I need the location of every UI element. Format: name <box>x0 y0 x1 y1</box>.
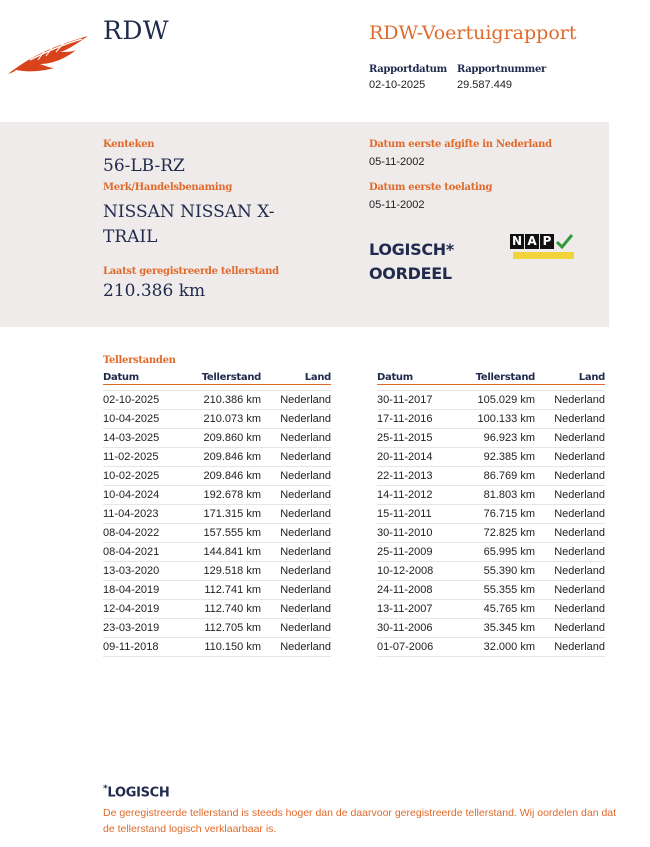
cell-land: Nederland <box>535 581 605 600</box>
report-title: RDW-Voertuigrapport <box>369 22 577 44</box>
cell-tellerstand: 112.741 km <box>181 581 261 600</box>
cell-tellerstand: 55.355 km <box>455 581 535 600</box>
cell-land: Nederland <box>535 600 605 619</box>
oordeel-block <box>369 238 454 286</box>
cell-datum: 17-11-2016 <box>377 410 455 429</box>
table-row <box>377 410 605 429</box>
cell-datum: 18-04-2019 <box>103 581 181 600</box>
cell-datum: 14-03-2025 <box>103 429 181 448</box>
cell-land: Nederland <box>261 581 331 600</box>
table-row <box>103 391 331 410</box>
merk-label: Merk/Handelsbenaming <box>103 182 233 193</box>
cell-datum: 23-03-2019 <box>103 619 181 638</box>
table-row <box>103 410 331 429</box>
table-row <box>103 562 331 581</box>
cell-land: Nederland <box>535 391 605 410</box>
cell-datum: 15-11-2011 <box>377 505 455 524</box>
cell-land: Nederland <box>261 638 331 657</box>
col-header-datum: Datum <box>103 372 181 385</box>
toelating-value: 05-11-2002 <box>369 199 425 211</box>
oordeel-line1: LOGISCH* <box>369 240 454 259</box>
cell-tellerstand: 55.390 km <box>455 562 535 581</box>
cell-tellerstand: 81.803 km <box>455 486 535 505</box>
nap-letter-p: P <box>540 234 554 249</box>
cell-datum: 01-07-2006 <box>377 638 455 657</box>
cell-land: Nederland <box>535 486 605 505</box>
cell-land: Nederland <box>535 429 605 448</box>
table-row <box>103 638 331 657</box>
nap-yellow-bar <box>513 252 574 259</box>
table-row <box>103 505 331 524</box>
cell-tellerstand: 92.385 km <box>455 448 535 467</box>
table-row <box>103 600 331 619</box>
cell-datum: 11-04-2023 <box>103 505 181 524</box>
table-row <box>103 467 331 486</box>
report-date-block <box>369 64 447 91</box>
cell-datum: 20-11-2014 <box>377 448 455 467</box>
table-row <box>377 562 605 581</box>
col-header-datum: Datum <box>377 372 455 385</box>
nap-logo <box>510 234 574 260</box>
table-row <box>377 543 605 562</box>
cell-land: Nederland <box>535 562 605 581</box>
table-row <box>103 619 331 638</box>
cell-tellerstand: 72.825 km <box>455 524 535 543</box>
table-row <box>103 448 331 467</box>
table-row <box>103 486 331 505</box>
cell-datum: 25-11-2009 <box>377 543 455 562</box>
cell-tellerstand: 32.000 km <box>455 638 535 657</box>
cell-land: Nederland <box>261 505 331 524</box>
cell-land: Nederland <box>261 391 331 410</box>
afgifte-label: Datum eerste afgifte in Nederland <box>369 139 552 150</box>
cell-tellerstand: 209.860 km <box>181 429 261 448</box>
cell-datum: 12-04-2019 <box>103 600 181 619</box>
vehicle-panel <box>0 122 609 327</box>
cell-datum: 08-04-2022 <box>103 524 181 543</box>
cell-tellerstand: 209.846 km <box>181 467 261 486</box>
table-row <box>377 638 605 657</box>
cell-datum: 09-11-2018 <box>103 638 181 657</box>
cell-tellerstand: 144.841 km <box>181 543 261 562</box>
cell-datum: 14-11-2012 <box>377 486 455 505</box>
col-header-land: Land <box>535 372 605 385</box>
footnote-title <box>103 784 169 800</box>
table-row <box>103 524 331 543</box>
cell-land: Nederland <box>261 562 331 581</box>
table-row <box>377 600 605 619</box>
cell-tellerstand: 105.029 km <box>455 391 535 410</box>
cell-tellerstand: 157.555 km <box>181 524 261 543</box>
cell-datum: 13-11-2007 <box>377 600 455 619</box>
toelating-label: Datum eerste toelating <box>369 182 493 193</box>
cell-land: Nederland <box>535 638 605 657</box>
table-row <box>377 486 605 505</box>
cell-land: Nederland <box>535 467 605 486</box>
table-row <box>377 391 605 410</box>
nap-letter-a: A <box>525 234 539 249</box>
cell-tellerstand: 86.769 km <box>455 467 535 486</box>
cell-tellerstand: 210.073 km <box>181 410 261 429</box>
cell-land: Nederland <box>261 429 331 448</box>
cell-tellerstand: 65.995 km <box>455 543 535 562</box>
kenteken-label: Kenteken <box>103 139 155 150</box>
cell-datum: 25-11-2015 <box>377 429 455 448</box>
cell-land: Nederland <box>535 505 605 524</box>
oordeel-line2: OORDEEL <box>369 264 452 283</box>
cell-tellerstand: 171.315 km <box>181 505 261 524</box>
cell-land: Nederland <box>261 600 331 619</box>
col-header-land: Land <box>261 372 331 385</box>
cell-datum: 11-02-2025 <box>103 448 181 467</box>
report-date-label: Rapportdatum <box>369 64 447 75</box>
cell-land: Nederland <box>261 486 331 505</box>
report-date-value: 02-10-2025 <box>369 79 426 91</box>
col-header-tellerstand: Tellerstand <box>455 372 535 385</box>
nap-letter-n: N <box>511 234 523 248</box>
cell-tellerstand: 45.765 km <box>455 600 535 619</box>
cell-land: Nederland <box>535 448 605 467</box>
cell-datum: 24-11-2008 <box>377 581 455 600</box>
cell-tellerstand: 76.715 km <box>455 505 535 524</box>
cell-tellerstand: 96.923 km <box>455 429 535 448</box>
footnote-text: De geregistreerde tellerstand is steeds hoger dan de daarvoor geregistreerde tellerstand. Wij oordelen dan dat de tellerstand logisch verklaarbaar is. <box>103 807 617 835</box>
cell-datum: 02-10-2025 <box>103 391 181 410</box>
report-number-value: 29.587.449 <box>457 79 513 91</box>
cell-land: Nederland <box>261 524 331 543</box>
cell-datum: 13-03-2020 <box>103 562 181 581</box>
cell-tellerstand: 112.740 km <box>181 600 261 619</box>
footnote-title-text: LOGISCH <box>107 785 170 801</box>
merk-value-line2: TRAIL <box>103 227 158 247</box>
cell-tellerstand: 129.518 km <box>181 562 261 581</box>
table-row <box>377 467 605 486</box>
cell-tellerstand: 192.678 km <box>181 486 261 505</box>
cell-land: Nederland <box>261 619 331 638</box>
report-number-label: Rapportnummer <box>457 64 546 75</box>
cell-datum: 10-02-2025 <box>103 467 181 486</box>
table-row <box>377 448 605 467</box>
cell-land: Nederland <box>261 448 331 467</box>
cell-land: Nederland <box>261 410 331 429</box>
cell-datum: 08-04-2021 <box>103 543 181 562</box>
cell-datum: 10-04-2025 <box>103 410 181 429</box>
cell-datum: 22-11-2013 <box>377 467 455 486</box>
cell-tellerstand: 112.705 km <box>181 619 261 638</box>
cell-tellerstand: 100.133 km <box>455 410 535 429</box>
cell-tellerstand: 210.386 km <box>181 391 261 410</box>
merk-value-line1: NISSAN NISSAN X- <box>103 202 275 222</box>
col-header-tellerstand: Tellerstand <box>181 372 261 385</box>
report-number-block <box>457 64 546 91</box>
logo-text: RDW <box>103 16 170 45</box>
rdw-logo-icon <box>6 30 90 76</box>
tellerstanden-table-left <box>103 372 331 657</box>
cell-land: Nederland <box>535 619 605 638</box>
cell-datum: 30-11-2010 <box>377 524 455 543</box>
table-row <box>103 543 331 562</box>
cell-datum: 30-11-2006 <box>377 619 455 638</box>
tellerstand-label: Laatst geregistreerde tellerstand <box>103 266 279 277</box>
checkmark-icon <box>555 234 573 249</box>
table-row <box>103 581 331 600</box>
cell-land: Nederland <box>535 410 605 429</box>
table-row <box>377 581 605 600</box>
cell-datum: 30-11-2017 <box>377 391 455 410</box>
cell-land: Nederland <box>261 467 331 486</box>
table-row <box>377 524 605 543</box>
cell-land: Nederland <box>535 524 605 543</box>
tellerstanden-table-right <box>377 372 605 657</box>
cell-tellerstand: 110.150 km <box>181 638 261 657</box>
panel-notch-decoration <box>0 312 60 327</box>
cell-land: Nederland <box>535 543 605 562</box>
cell-land: Nederland <box>261 543 331 562</box>
cell-tellerstand: 209.846 km <box>181 448 261 467</box>
afgifte-value: 05-11-2002 <box>369 156 425 168</box>
footnote-star: * <box>103 784 108 794</box>
cell-datum: 10-12-2008 <box>377 562 455 581</box>
cell-tellerstand: 35.345 km <box>455 619 535 638</box>
tellerstand-value: 210.386 km <box>103 281 206 301</box>
table-row <box>377 429 605 448</box>
table-row <box>103 429 331 448</box>
cell-datum: 10-04-2024 <box>103 486 181 505</box>
table-row <box>377 619 605 638</box>
table-row <box>377 505 605 524</box>
tellerstanden-title: Tellerstanden <box>103 355 176 366</box>
kenteken-value: 56-LB-RZ <box>103 156 185 176</box>
